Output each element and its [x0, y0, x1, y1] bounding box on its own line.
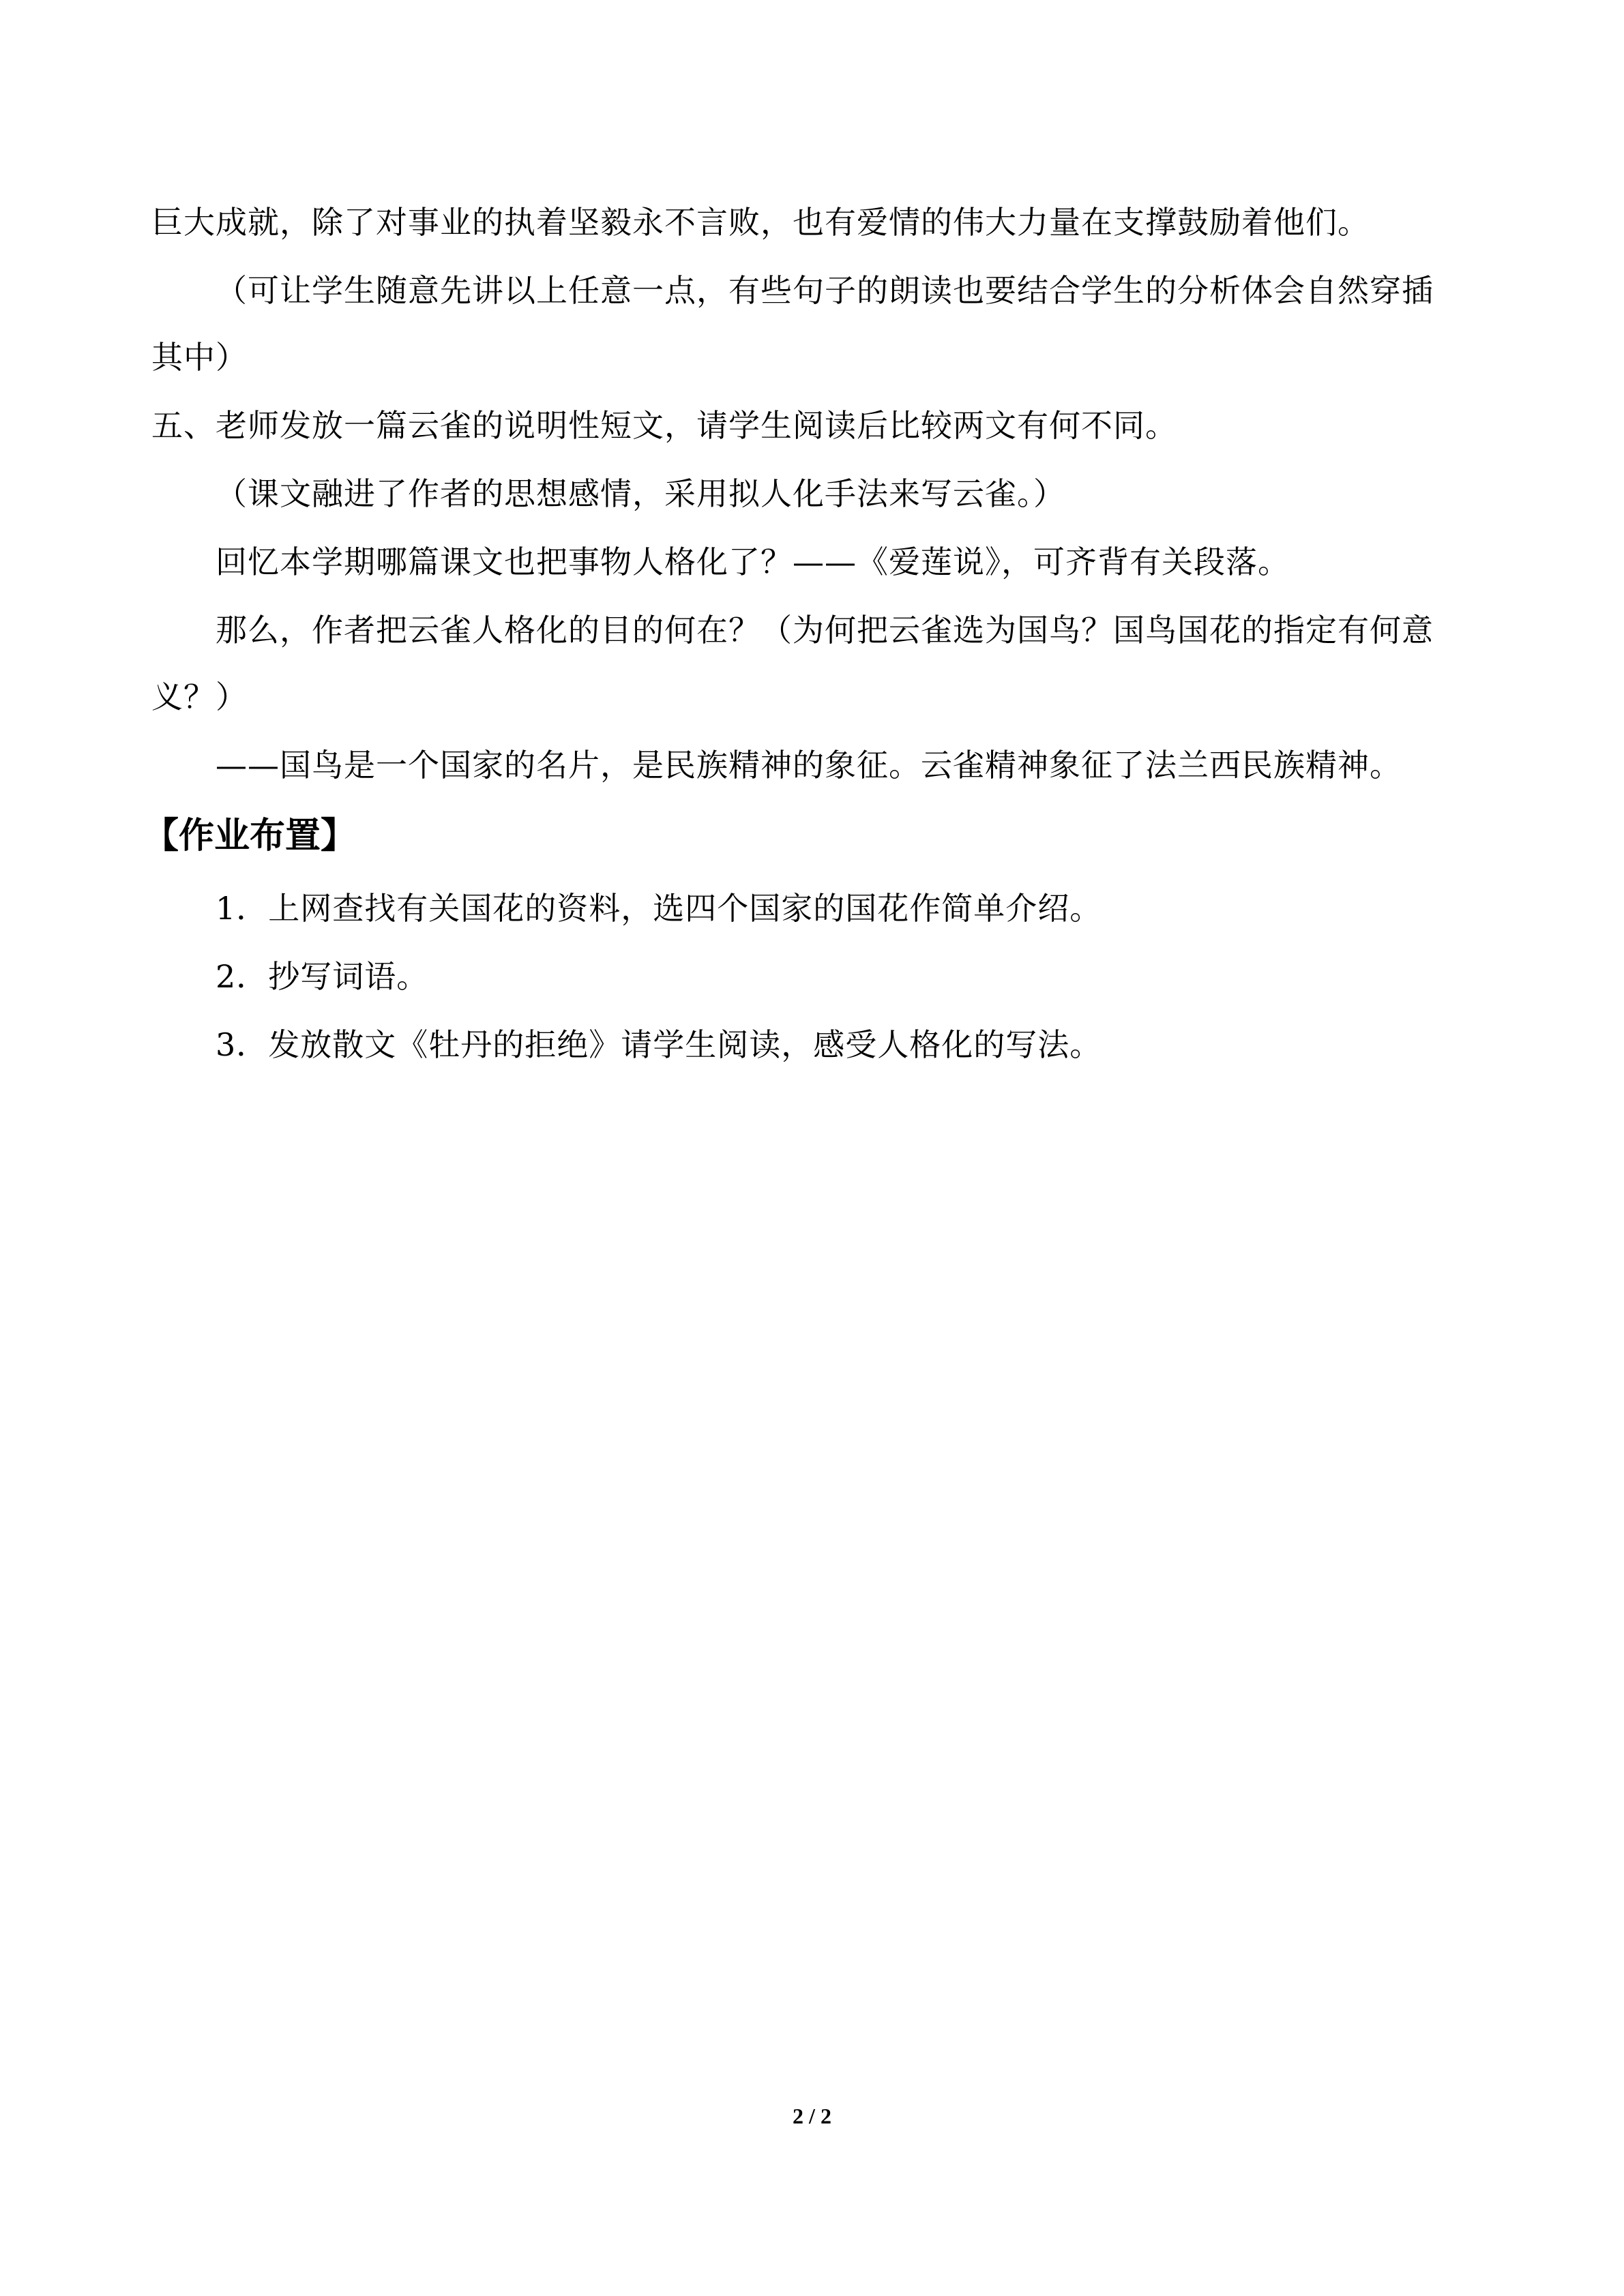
- homework-item-1: 1．上网查找有关国花的资料，选四个国家的国花作简单介绍。: [216, 890, 1102, 927]
- paragraph-recall: 回忆本学期哪篇课文也把事物人格化了？——《爱莲说》，可齐背有关段落。: [216, 543, 1290, 580]
- paragraph-national-bird: ——国鸟是一个国家的名片，是民族精神的象征。云雀精神象征了法兰西民族精神。: [216, 747, 1402, 784]
- homework-item-2: 2．抄写词语。: [216, 958, 429, 995]
- paragraph-question-line-1: 那么，作者把云雀人格化的目的何在？（为何把云雀选为国鸟？国鸟国花的指定有何意: [216, 612, 1434, 648]
- section-five-title: 五、老师发放一篇云雀的说明性短文，请学生阅读后比较两文有何不同。: [151, 407, 1177, 444]
- homework-item-3: 3．发放散文《牡丹的拒绝》请学生阅读，感受人格化的写法。: [216, 1026, 1102, 1063]
- homework-heading: 【作业布置】: [143, 816, 357, 856]
- paragraph-answer-note: （课文融进了作者的思想感情，采用拟人化手法来写云雀。）: [216, 475, 1065, 512]
- paragraph-note-line-1: （可让学生随意先讲以上任意一点，有些句子的朗读也要结合学生的分析体会自然穿插: [216, 272, 1434, 309]
- document-body: [143, 204, 1481, 1095]
- page-number: 2 / 2: [793, 2104, 831, 2128]
- paragraph-question-line-2: 义？）: [151, 679, 248, 715]
- paragraph-note-line-2: 其中）: [151, 339, 248, 376]
- paragraph-continuation: 巨大成就，除了对事业的执着坚毅永不言败，也有爱情的伟大力量在支撑鼓励着他们。: [151, 204, 1370, 241]
